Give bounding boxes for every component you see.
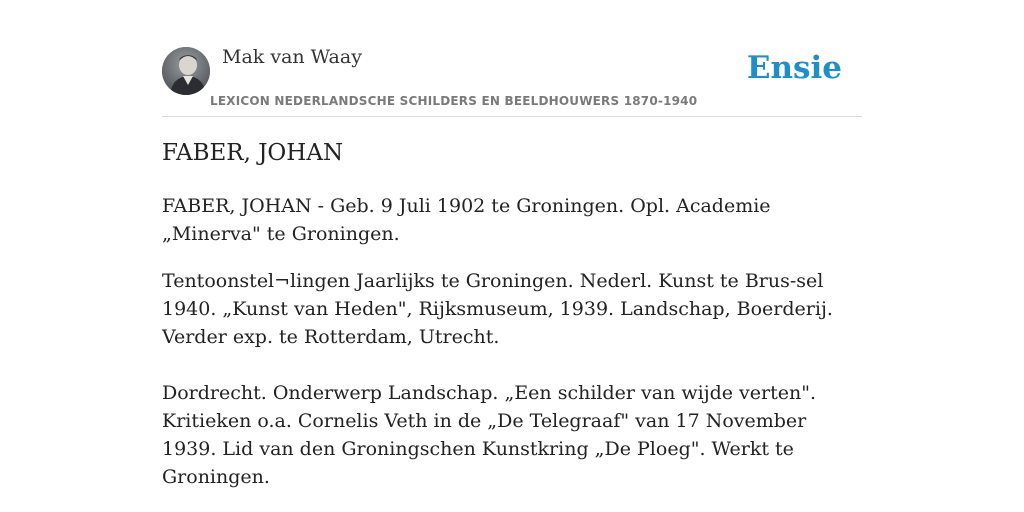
article-paragraph: FABER, JOHAN - Geb. 9 Juli 1902 te Groningen. Opl. Academie „Minerva" te Groningen.	[162, 195, 771, 245]
author-portrait-icon	[162, 47, 210, 95]
article-paragraph: Dordrecht. Onderwerp Landschap. „Een schilder van wijde verten". Kritieken o.a. Cornelis Veth in de „De Telegraaf" van 17 November 1939. Lid van den Groningschen Kunstkring „De Ploeg". Werkt te Groningen.	[162, 382, 816, 488]
article-paragraph: Tentoonstel¬lingen Jaarlijks te Groningen. Nederl. Kunst te Brus-sel 1940. „Kunst van Heden", Rijksmuseum, 1939. Landschap, Boerderij. Verder exp. te Rotterdam, Utrecht.	[162, 270, 833, 348]
ensie-logo[interactable]: Ensie	[746, 50, 842, 86]
author-name[interactable]: Mak van Waay	[222, 46, 362, 68]
article-title: FABER, JOHAN	[162, 140, 344, 166]
page-container	[162, 0, 862, 488]
page-header	[162, 0, 862, 117]
lexicon-source-label[interactable]: LEXICON NEDERLANDSCHE SCHILDERS EN BEELDHOUWERS 1870-1940	[210, 94, 698, 108]
author-avatar[interactable]	[162, 47, 210, 95]
